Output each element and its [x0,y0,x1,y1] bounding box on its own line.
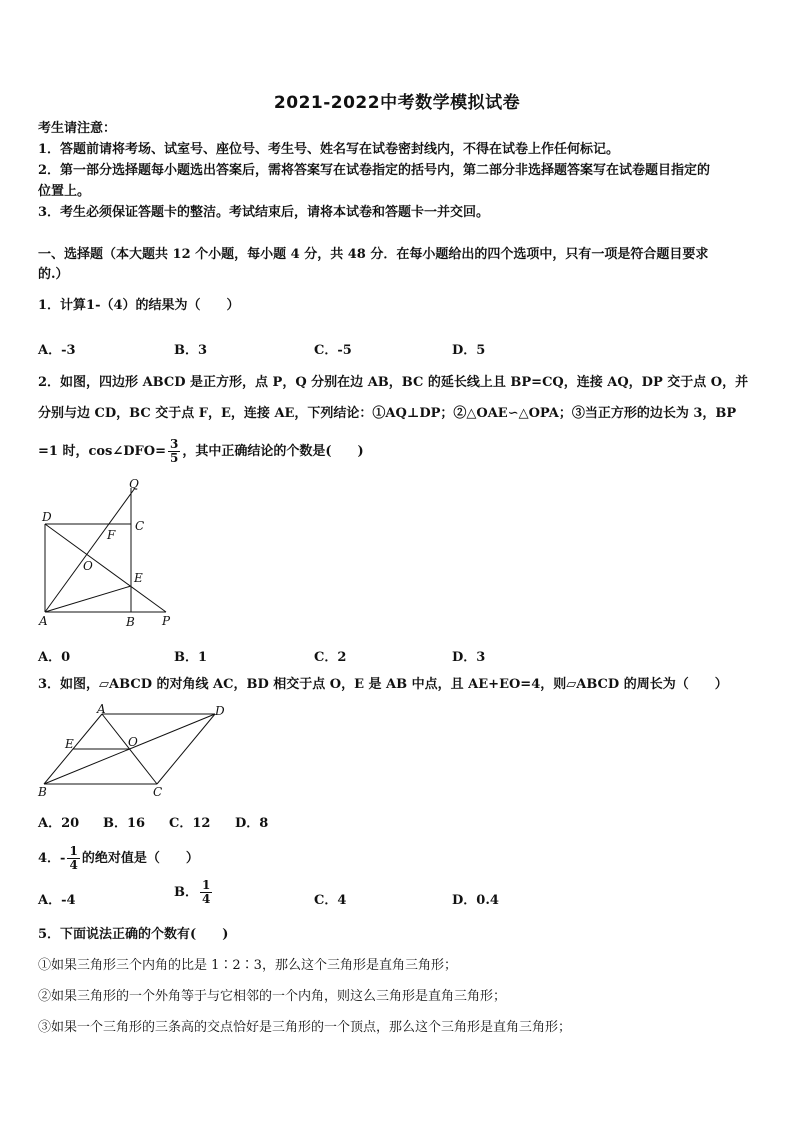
q3-option-b: B．16 [103,816,146,831]
q2-line-3 [38,438,364,465]
notice-heading: 考生请注意： [38,121,117,136]
notice-item-2-cont: 位置上。 [38,184,91,199]
q3-option-c: C．12 [169,816,211,831]
q2-label-Q: Q [129,477,139,491]
section-heading: 一、选择题（本大题共 12 个小题，每小题 4 分，共 48 分．在每小题给出的四个选项中，只有一项是符合题目要求 [38,247,709,262]
q3-figure [34,702,230,802]
q4-option-c: C．4 [314,893,347,908]
q2-line-3-pre: =1 时，cos∠DFO= [38,444,166,459]
q4-option-d: D．0.4 [452,893,499,908]
q4-option-b [174,879,214,906]
q1-option-a: A．-3 [38,343,76,358]
q3-label-O: O [128,735,138,749]
notice-item-1: 1．答题前请将考场、试室号、座位号、考生号、姓名写在试卷密封线内，不得在试卷上作任何标记。 [38,142,620,157]
q4-stem [38,845,199,872]
q3-label-B: B [38,785,47,799]
q2-fraction-den: 5 [169,451,179,465]
q5-item-3: ③如果一个三角形的三条高的交点恰好是三角形的一个顶点，那么这个三角形是直角三角形； [38,1020,572,1035]
q2-line-1: 2．如图，四边形 ABCD 是正方形，点 P，Q 分别在边 AB，BC 的延长线上且 BP=CQ，连接 AQ，DP 交于点 O，并 [38,375,749,390]
q2-option-c: C．2 [314,650,347,665]
q5-item-1: ①如果三角形三个内角的比是 1∶2∶3，那么这个三角形是直角三角形； [38,958,457,973]
page-title: 2021-2022中考数学模拟试卷 [273,93,521,113]
q4-option-b-fraction [200,879,212,906]
notice-item-2: 2．第一部分选择题每小题选出答案后，需将答案写在试卷指定的括号内，第二部分非选择题答案写在试卷题目指定的 [38,163,711,178]
q4-stem-pre: 4．- [38,851,66,866]
section-heading-cont: 的.） [38,267,69,282]
q2-option-b: B．1 [174,650,208,665]
q1-stem: 1．计算1-（4）的结果为（ ） [38,298,240,313]
q4-option-b-den: 4 [202,892,211,906]
q1-option-c: C．-5 [314,343,352,358]
q2-seg-DP [45,524,166,612]
q3-seg-DC [157,714,215,784]
q2-label-A: A [39,614,48,628]
q2-figure [34,476,184,632]
q2-line-2: 分别与边 CD，BC 交于点 F，E，连接 AE，下列结论：①AQ⊥DP；②△OAE∽△OPA；③当正方形的边长为 3，BP [38,406,737,421]
q2-label-O: O [83,559,93,573]
q3-label-D: D [215,704,225,718]
q3-stem: 3．如图，▱ABCD 的对角线 AC，BD 相交于点 O，E 是 AB 中点，且 AE+EO=4，则▱ABCD 的周长为（ ） [38,677,728,692]
q4-fraction-den: 4 [69,858,78,872]
q4-fraction [67,845,79,872]
q5-stem: 5．下面说法正确的个数有( ) [38,927,229,942]
q2-label-F: F [107,528,116,542]
q2-fraction-num: 3 [169,437,179,451]
q3-label-E: E [65,737,74,751]
q2-label-D: D [42,510,52,524]
q2-option-a: A．0 [38,650,71,665]
q2-line-3-post: ，其中正确结论的个数是( ) [182,444,364,459]
q1-option-b: B．3 [174,343,208,358]
q2-seg-AQ [45,488,135,612]
q3-label-C: C [153,785,163,799]
q4-fraction-num: 1 [69,844,78,858]
q3-label-A: A [97,702,106,716]
q2-seg-AE [45,586,131,612]
notice-item-3: 3．考生必须保证答题卡的整洁。考试结束后，请将本试卷和答题卡一并交回。 [38,205,490,220]
q2-fraction [168,438,180,465]
q3-option-d: D．8 [235,816,269,831]
q2-label-B: B [126,615,135,629]
q4-stem-post: 的绝对值是（ ） [81,851,199,866]
q2-label-E: E [134,571,143,585]
q4-option-b-label: B． [174,885,198,900]
q4-option-a: A．-4 [38,893,76,908]
q5-item-2: ②如果三角形的一个外角等于与它相邻的一个内角，则这么三角形是直角三角形； [38,989,507,1004]
q3-option-a: A．20 [38,816,80,831]
q2-option-d: D．3 [452,650,486,665]
q4-option-b-num: 1 [202,878,211,892]
q2-label-P: P [162,614,171,628]
q2-label-C: C [135,519,145,533]
q1-option-d: D．5 [452,343,486,358]
